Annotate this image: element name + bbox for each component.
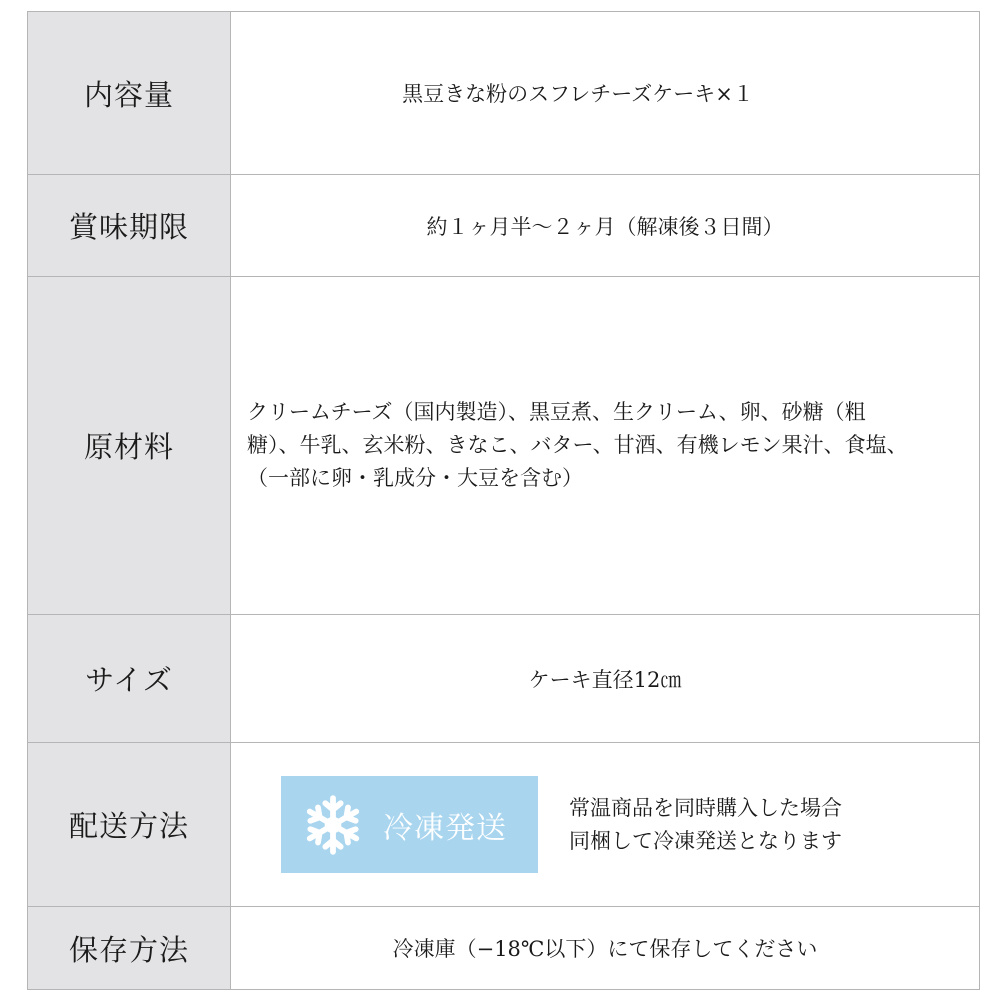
frozen-shipping-badge xyxy=(281,776,538,873)
value-ingredients xyxy=(231,277,980,615)
table-row-best-before xyxy=(28,175,980,277)
contents-text: 黒豆きな粉のスフレチーズケーキ×１ xyxy=(402,82,754,106)
table-row-ingredients xyxy=(28,277,980,615)
table-row-size xyxy=(28,615,980,743)
ingredients-line-2: 糖）、牛乳、玄米粉、きなこ、バター、甘酒、有機レモン果汁、食塩、 xyxy=(247,433,908,457)
label-size: サイズ xyxy=(28,615,231,743)
ingredients-line-1: クリームチーズ（国内製造）、黒豆煮、生クリーム、卵、砂糖（粗 xyxy=(247,400,866,424)
shipping-content xyxy=(231,776,979,873)
label-shipping: 配送方法 xyxy=(28,743,231,907)
label-contents: 内容量 xyxy=(28,12,231,175)
table-row-shipping xyxy=(28,743,980,907)
table-row-storage xyxy=(28,907,980,990)
shipping-note xyxy=(569,792,842,858)
shipping-note-line-1: 常温商品を同時購入した場合 xyxy=(569,795,842,820)
ingredients-line-3: （一部に卵・乳成分・大豆を含む） xyxy=(247,466,583,490)
table-row-contents xyxy=(28,12,980,175)
shipping-note-line-2: 同梱して冷凍発送となります xyxy=(569,828,842,853)
value-storage: 冷凍庫（−18℃以下）にて保存してください xyxy=(231,907,980,990)
snowflake-icon xyxy=(301,793,365,857)
label-ingredients: 原材料 xyxy=(28,277,231,615)
value-shipping xyxy=(231,743,980,907)
value-contents xyxy=(231,12,980,175)
value-size: ケーキ直径12㎝ xyxy=(231,615,980,743)
product-spec-table xyxy=(27,11,980,990)
label-best-before: 賞味期限 xyxy=(28,175,231,277)
value-best-before: 約１ヶ月半～２ヶ月（解凍後３日間） xyxy=(231,175,980,277)
frozen-shipping-label: 冷凍発送 xyxy=(383,810,507,846)
label-storage: 保存方法 xyxy=(28,907,231,990)
